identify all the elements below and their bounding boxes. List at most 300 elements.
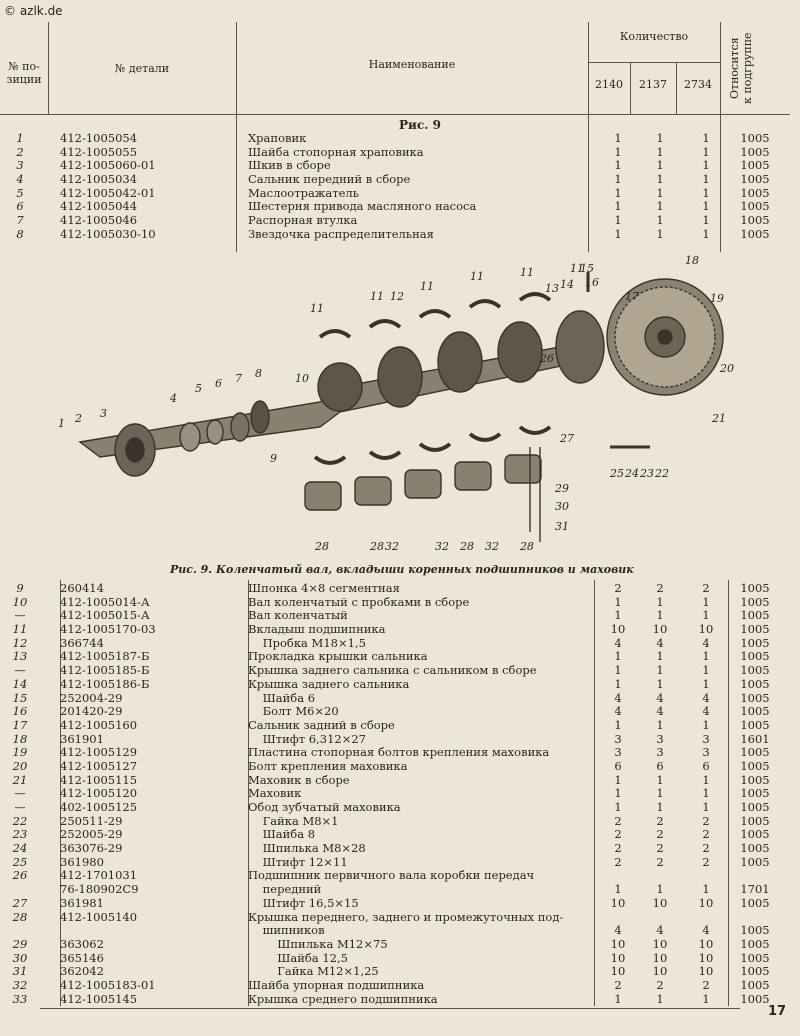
callout-label: 9 <box>270 452 277 465</box>
row-subgroup: 1005 <box>740 158 770 173</box>
row-subgroup: 1005 <box>740 827 770 842</box>
row-qty-2140: 10 <box>610 950 626 965</box>
row-qty-2734: 1 <box>702 158 710 173</box>
callout-label: 27 <box>560 432 574 445</box>
row-qty-2137: 4 <box>656 923 664 938</box>
callout-label: 21 <box>712 412 726 425</box>
row-position: 6 <box>16 199 24 214</box>
row-position: 20 <box>12 758 28 773</box>
row-part-name: Шайба 6 <box>248 691 316 705</box>
row-part-number: 412-1005140 <box>60 909 138 924</box>
table-row <box>0 924 790 938</box>
row-part-name: Шайба стопорная храповика <box>248 145 424 159</box>
row-qty-2140: 2 <box>614 581 622 595</box>
row-part-name: Штифт 16,5×15 <box>248 896 359 910</box>
row-part-name: шипников <box>248 924 325 938</box>
row-position: 9 <box>16 581 24 595</box>
row-part-number: 412-1005042-01 <box>60 185 156 200</box>
row-qty-2734: 1 <box>702 676 710 691</box>
row-qty-2734: 1 <box>702 991 710 1006</box>
callout-label: 17 <box>625 290 639 303</box>
row-position: 11 <box>12 622 28 637</box>
row-qty-2734: 4 <box>702 704 710 719</box>
row-subgroup: 1005 <box>740 977 770 992</box>
row-qty-2140: 1 <box>614 172 622 187</box>
callout-label: 8 <box>255 367 262 380</box>
callout-label: 16 <box>585 276 599 289</box>
table-row <box>0 173 790 187</box>
table-row <box>0 719 790 733</box>
row-subgroup: 1005 <box>740 923 770 938</box>
row-subgroup: 1005 <box>740 144 770 159</box>
callout-label: 2 <box>75 412 82 425</box>
row-qty-2140: 4 <box>614 704 622 719</box>
header-q1: 2140 <box>595 78 623 91</box>
row-qty-2137: 1 <box>656 717 664 732</box>
row-part-number: 361901 <box>60 731 104 746</box>
callout-label: 11 <box>310 302 324 315</box>
row-qty-2140: 4 <box>614 923 622 938</box>
row-qty-2140: 1 <box>614 185 622 200</box>
table-row <box>0 692 790 706</box>
row-subgroup: 1005 <box>740 172 770 187</box>
row-part-name: Маслоотражатель <box>248 186 359 200</box>
row-part-name: Вал коленчатый с пробками в сборе <box>248 595 470 609</box>
row-qty-2137: 2 <box>656 977 664 992</box>
row-subgroup: 1005 <box>740 991 770 1006</box>
row-position: 26 <box>12 868 28 883</box>
row-qty-2140: 1 <box>614 676 622 691</box>
callout-label: 6 <box>215 377 222 390</box>
row-subgroup: 1005 <box>740 841 770 856</box>
row-qty-2137: 1 <box>656 800 664 814</box>
table-header <box>0 22 790 115</box>
row-position: 4 <box>16 172 24 187</box>
row-qty-2734: 4 <box>702 923 710 938</box>
row-qty-2137: 1 <box>656 131 664 145</box>
row-qty-2137: 1 <box>656 676 664 691</box>
row-qty-2137: 3 <box>656 731 664 746</box>
table-row <box>0 187 790 201</box>
row-qty-2137: 1 <box>656 772 664 787</box>
row-part-number: 412-1005120 <box>60 786 138 801</box>
row-qty-2140: 1 <box>614 144 622 159</box>
row-position: 25 <box>12 854 28 869</box>
row-qty-2137: 10 <box>652 950 668 965</box>
row-qty-2734: 10 <box>698 622 714 637</box>
row-part-number: 252005-29 <box>60 827 123 842</box>
row-qty-2734: 2 <box>702 841 710 856</box>
row-position: 3 <box>16 158 24 173</box>
row-qty-2137: 1 <box>656 608 664 623</box>
row-part-number: 365146 <box>60 950 104 965</box>
row-part-number: 76-180902С9 <box>60 882 139 897</box>
row-part-name: Шпилька М12×75 <box>248 937 388 951</box>
row-part-name: Штифт 12×11 <box>248 855 348 869</box>
callout-label: 7 <box>235 372 242 385</box>
callout-label: 22 <box>655 467 669 480</box>
table-row <box>0 774 790 788</box>
table-row <box>0 733 790 747</box>
row-part-number: 361980 <box>60 854 104 869</box>
row-qty-2137: 4 <box>656 704 664 719</box>
row-qty-2734: 2 <box>702 813 710 828</box>
table-row <box>0 828 790 842</box>
row-part-number: 412-1005034 <box>60 172 138 187</box>
row-qty-2137: 2 <box>656 841 664 856</box>
row-part-number: 412-1005015-А <box>60 608 150 623</box>
table-row <box>0 993 790 1007</box>
parts-table-top <box>0 132 790 242</box>
row-subgroup: 1005 <box>740 185 770 200</box>
row-qty-2140: 1 <box>614 800 622 814</box>
row-position: — <box>14 786 26 801</box>
row-part-number: 412-1005127 <box>60 758 138 773</box>
table-row <box>0 760 790 774</box>
table-row <box>0 132 790 146</box>
row-part-number: 412-1005185-Б <box>60 663 150 678</box>
row-qty-2734: 10 <box>698 936 714 951</box>
row-qty-2140: 1 <box>614 213 622 228</box>
row-part-name: Крышка заднего сальника <box>248 677 410 691</box>
row-qty-2734: 1 <box>702 649 710 664</box>
table-row <box>0 200 790 214</box>
callout-label: 11 <box>520 266 534 279</box>
row-qty-2137: 1 <box>656 172 664 187</box>
row-position: 23 <box>12 827 28 842</box>
row-qty-2140: 1 <box>614 594 622 609</box>
row-position: 27 <box>12 895 28 910</box>
row-subgroup: 1005 <box>740 690 770 705</box>
row-part-number: 412-1005030-10 <box>60 226 156 241</box>
row-qty-2140: 6 <box>614 758 622 773</box>
row-qty-2137: 3 <box>656 745 664 760</box>
row-part-name: Шестерня привода масляного насоса <box>248 200 477 214</box>
row-subgroup: 1005 <box>740 854 770 869</box>
row-part-name: Вал коленчатый <box>248 609 348 623</box>
table-row <box>0 979 790 993</box>
row-qty-2140: 1 <box>614 772 622 787</box>
row-subgroup: 1005 <box>740 964 770 979</box>
row-part-number: 412-1005054 <box>60 131 138 145</box>
row-part-name: Обод зубчатый маховика <box>248 801 401 814</box>
table-row <box>0 801 790 815</box>
row-part-number: 250511-29 <box>60 813 123 828</box>
row-part-name: Штифт 6,312×27 <box>248 732 366 746</box>
row-qty-2734: 4 <box>702 690 710 705</box>
row-part-number: 412-1005186-Б <box>60 676 150 691</box>
table-row <box>0 609 790 623</box>
callout-label: 11 <box>370 290 384 303</box>
callout-label: 11 <box>470 270 484 283</box>
header-qty: Количество <box>619 30 689 43</box>
row-subgroup: 1005 <box>740 758 770 773</box>
row-qty-2137: 10 <box>652 936 668 951</box>
row-qty-2137: 10 <box>652 895 668 910</box>
table-row <box>0 883 790 897</box>
callout-label: 13 <box>545 282 559 295</box>
row-qty-2137: 1 <box>656 663 664 678</box>
row-part-name: передний <box>248 883 322 897</box>
row-position: — <box>14 663 26 678</box>
row-position: 21 <box>12 772 28 787</box>
callout-label: 32 <box>485 540 499 553</box>
row-qty-2140: 1 <box>614 991 622 1006</box>
row-part-name: Шпилька М8×28 <box>248 842 366 856</box>
row-part-name: Болт крепления маховика <box>248 759 408 773</box>
row-part-name: Крышка переднего, заднего и промежуточных под- <box>248 910 564 924</box>
row-qty-2137: 4 <box>656 635 664 650</box>
row-subgroup: 1005 <box>740 800 770 814</box>
row-qty-2137: 1 <box>656 226 664 241</box>
row-position: 13 <box>12 649 28 664</box>
figure-ref-title: Рис. 9 <box>399 118 441 132</box>
row-position: 18 <box>12 731 28 746</box>
row-qty-2734: 1 <box>702 663 710 678</box>
callout-label: 11 <box>420 280 434 293</box>
row-part-name: Звездочка распределительная <box>248 227 434 241</box>
row-qty-2140: 4 <box>614 690 622 705</box>
callout-label: 3 <box>100 407 107 420</box>
row-qty-2137: 1 <box>656 144 664 159</box>
row-subgroup: 1005 <box>740 950 770 965</box>
row-position: 17 <box>12 717 28 732</box>
row-qty-2140: 1 <box>614 131 622 145</box>
row-subgroup: 1005 <box>740 704 770 719</box>
row-part-name: Пробка М18×1,5 <box>248 636 366 650</box>
row-subgroup: 1701 <box>740 882 770 897</box>
row-qty-2140: 10 <box>610 936 626 951</box>
row-part-name: Распорная втулка <box>248 214 358 228</box>
table-row <box>0 596 790 610</box>
row-position: 1 <box>16 131 24 145</box>
row-part-name: Шайба 12,5 <box>248 951 348 965</box>
row-qty-2137: 1 <box>656 213 664 228</box>
callout-label: 1 <box>58 417 65 430</box>
row-qty-2734: 3 <box>702 731 710 746</box>
row-subgroup: 1601 <box>740 731 770 746</box>
row-subgroup: 1005 <box>740 622 770 637</box>
row-qty-2734: 10 <box>698 964 714 979</box>
row-subgroup: 1005 <box>740 772 770 787</box>
table-row <box>0 650 790 664</box>
table-row <box>0 856 790 870</box>
row-qty-2137: 1 <box>656 158 664 173</box>
row-qty-2734: 1 <box>702 172 710 187</box>
row-qty-2734: 2 <box>702 977 710 992</box>
row-qty-2734: 1 <box>702 594 710 609</box>
row-part-name: Гайка М8×1 <box>248 814 339 828</box>
table-row <box>0 842 790 856</box>
row-subgroup: 1005 <box>740 895 770 910</box>
row-subgroup: 1005 <box>740 608 770 623</box>
watermark: © azlk.de <box>4 4 63 18</box>
row-subgroup: 1005 <box>740 663 770 678</box>
row-position: 29 <box>12 936 28 951</box>
callout-label: 11 <box>570 262 584 275</box>
row-subgroup: 1005 <box>740 745 770 760</box>
table-row <box>0 678 790 692</box>
header-part: № детали <box>114 62 170 75</box>
row-part-name: Крышка среднего подшипника <box>248 992 438 1006</box>
row-qty-2137: 4 <box>656 690 664 705</box>
row-qty-2734: 3 <box>702 745 710 760</box>
callout-label: 5 <box>195 382 202 395</box>
row-qty-2140: 1 <box>614 608 622 623</box>
row-subgroup: 1005 <box>740 131 770 145</box>
callout-label: 19 <box>710 292 724 305</box>
callout-label: 28 <box>520 540 534 553</box>
row-subgroup: 1005 <box>740 635 770 650</box>
table-row <box>0 228 790 242</box>
row-part-number: 412-1005129 <box>60 745 138 760</box>
row-subgroup: 1005 <box>740 676 770 691</box>
row-qty-2140: 1 <box>614 882 622 897</box>
callout-label: 20 <box>720 362 734 375</box>
row-position: 30 <box>12 950 28 965</box>
table-row <box>0 965 790 979</box>
row-qty-2137: 10 <box>652 622 668 637</box>
row-part-number: 412-1005145 <box>60 991 138 1006</box>
row-qty-2734: 1 <box>702 882 710 897</box>
row-qty-2140: 2 <box>614 813 622 828</box>
row-qty-2137: 1 <box>656 649 664 664</box>
row-qty-2137: 2 <box>656 854 664 869</box>
row-part-number: 402-1005125 <box>60 800 138 814</box>
table-row <box>0 897 790 911</box>
row-subgroup: 1005 <box>740 813 770 828</box>
row-part-number: 412-1005060-01 <box>60 158 156 173</box>
row-qty-2140: 1 <box>614 649 622 664</box>
row-qty-2734: 1 <box>702 608 710 623</box>
row-qty-2734: 6 <box>702 758 710 773</box>
row-part-name: Шпонка 4×8 сегментная <box>248 582 400 595</box>
row-qty-2734: 1 <box>702 786 710 801</box>
row-qty-2140: 2 <box>614 827 622 842</box>
row-part-name: Крышка заднего сальника с сальником в сборе <box>248 664 537 678</box>
row-qty-2137: 10 <box>652 964 668 979</box>
row-part-name: Шайба упорная подшипника <box>248 978 425 992</box>
row-position: 7 <box>16 213 24 228</box>
row-qty-2137: 6 <box>656 758 664 773</box>
row-subgroup: 1005 <box>740 213 770 228</box>
row-qty-2140: 1 <box>614 226 622 241</box>
callout-label: 12 <box>390 290 404 303</box>
row-part-name: Сальник задний в сборе <box>248 718 395 732</box>
row-part-name: Шкив в сборе <box>248 159 331 173</box>
row-qty-2137: 1 <box>656 594 664 609</box>
row-subgroup: 1005 <box>740 649 770 664</box>
table-row <box>0 911 790 925</box>
row-qty-2140: 10 <box>610 895 626 910</box>
row-qty-2137: 1 <box>656 185 664 200</box>
callout-label: 28 <box>370 540 384 553</box>
row-position: 19 <box>12 745 28 760</box>
callout-label: 32 <box>385 540 399 553</box>
header-pos: № по- зиции <box>6 60 42 86</box>
row-qty-2137: 2 <box>656 813 664 828</box>
row-part-number: 412-1005055 <box>60 144 138 159</box>
row-part-number: 412-1005046 <box>60 213 138 228</box>
row-qty-2734: 1 <box>702 226 710 241</box>
row-part-number: 412-1005044 <box>60 199 138 214</box>
callout-label: 14 <box>560 278 574 291</box>
row-qty-2137: 1 <box>656 199 664 214</box>
callout-label: 31 <box>555 520 569 533</box>
row-part-name: Шайба 8 <box>248 828 316 842</box>
row-part-number: 412-1005183-01 <box>60 977 156 992</box>
table-row <box>0 952 790 966</box>
table-row <box>0 664 790 678</box>
row-part-number: 363062 <box>60 936 104 951</box>
row-part-number: 252004-29 <box>60 690 123 705</box>
row-position: 33 <box>12 991 28 1006</box>
callout-label: 24 <box>625 467 639 480</box>
row-qty-2137: 1 <box>656 786 664 801</box>
row-subgroup: 1005 <box>740 717 770 732</box>
row-qty-2734: 1 <box>702 185 710 200</box>
row-part-name: Пластина стопорная болтов крепления маховика <box>248 746 550 760</box>
callout-label: 26 <box>540 352 554 365</box>
callout-label: 4 <box>170 392 177 405</box>
row-part-number: 362042 <box>60 964 104 979</box>
callout-label: 28 <box>315 540 329 553</box>
row-subgroup: 1005 <box>740 594 770 609</box>
row-qty-2140: 10 <box>610 622 626 637</box>
row-part-number: 412-1005115 <box>60 772 138 787</box>
row-part-name: Маховик в сборе <box>248 773 350 787</box>
row-position: 2 <box>16 144 24 159</box>
row-part-name: Храповик <box>248 132 307 145</box>
table-row <box>0 146 790 160</box>
row-subgroup: 1005 <box>740 226 770 241</box>
row-part-name: Прокладка крышки сальника <box>248 650 428 664</box>
callout-label: 29 <box>555 482 569 495</box>
row-subgroup: 1005 <box>740 199 770 214</box>
row-part-name: Маховик <box>248 787 302 801</box>
row-part-number: 201420-29 <box>60 704 123 719</box>
parts-table-bottom <box>0 582 790 1006</box>
callout-label: 15 <box>580 262 594 275</box>
row-position: 32 <box>12 977 28 992</box>
row-qty-2137: 1 <box>656 991 664 1006</box>
row-qty-2140: 4 <box>614 635 622 650</box>
callout-label: 18 <box>685 254 699 267</box>
callout-label: 10 <box>295 372 309 385</box>
row-qty-2140: 3 <box>614 745 622 760</box>
row-qty-2140: 1 <box>614 717 622 732</box>
table-row <box>0 159 790 173</box>
row-part-number: 412-1005014-А <box>60 594 150 609</box>
table-row <box>0 623 790 637</box>
callout-label: 32 <box>435 540 449 553</box>
row-position: 5 <box>16 185 24 200</box>
table-row <box>0 582 790 596</box>
row-qty-2140: 2 <box>614 841 622 856</box>
row-part-name: Болт М6×20 <box>248 705 339 719</box>
row-part-number: 412-1005170-03 <box>60 622 156 637</box>
table-row <box>0 214 790 228</box>
row-position: 16 <box>12 704 28 719</box>
row-qty-2140: 10 <box>610 964 626 979</box>
row-qty-2734: 2 <box>702 827 710 842</box>
header-name: Наименование <box>368 58 456 71</box>
row-part-number: 412-1701031 <box>60 868 138 883</box>
crankshaft-exploded-diagram <box>40 252 760 578</box>
row-position: — <box>14 608 26 623</box>
row-qty-2734: 2 <box>702 581 710 595</box>
row-part-number: 363076-29 <box>60 841 123 856</box>
